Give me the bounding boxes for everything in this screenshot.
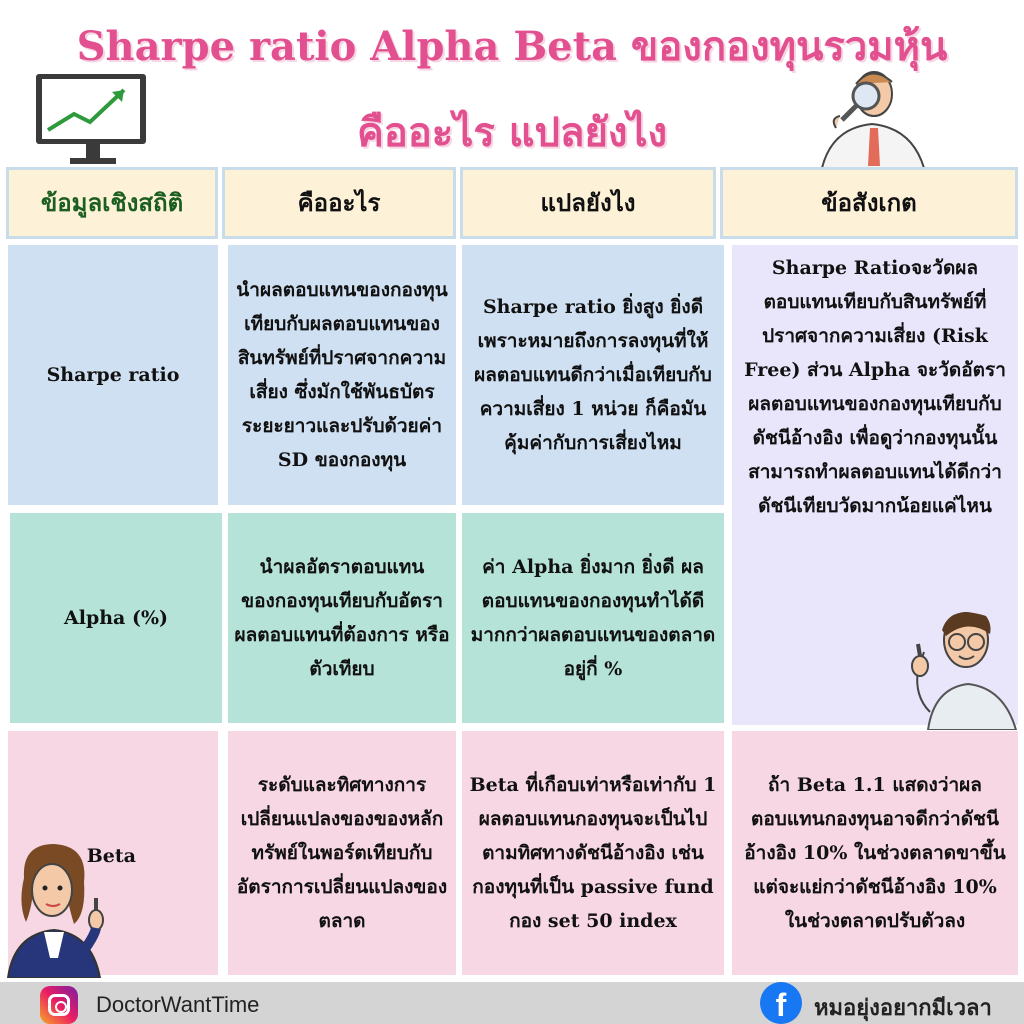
row-label-beta: Beta: [8, 731, 218, 975]
alpha-meaning: ค่า Alpha ยิ่งมาก ยิ่งดี ผลตอบแทนของกองทุนทำได้ดี มากกว่าผลตอบแทนของตลาดอยู่กี่ %: [462, 513, 724, 723]
chart-monitor-icon: [34, 70, 154, 170]
header-stat: ข้อมูลเชิงสถิติ: [6, 167, 218, 239]
magnifier-man-icon: [812, 58, 932, 168]
header-meaning: แปลยังไง: [460, 167, 716, 239]
page-subtitle: คืออะไร แปลยังไง: [356, 109, 668, 156]
beta-what: ระดับและทิศทางการเปลี่ยนแปลงของของหลักทรัพย์ในพอร์ตเทียบกับอัตราการเปลี่ยนแปลงของตลาด: [228, 731, 456, 975]
header-notes: ข้อสังเกต: [720, 167, 1018, 239]
header-what: คืออะไร: [222, 167, 456, 239]
facebook-icon[interactable]: f: [760, 982, 802, 1024]
page-title: Sharpe ratio Alpha Beta ของกองทุนรวมหุ้น: [76, 23, 948, 70]
row-label-alpha: Alpha (%): [10, 513, 222, 723]
notes-sharpe-alpha: Sharpe Ratioจะวัดผลตอบแทนเทียบกับสินทรัพย์ที่ปราศจากความเสี่ยง (Risk Free) ส่วน Alpha จะวัดอัตราผลตอบแทนของกองทุนเทียบกับดัชนีอ้างอิง เพื่อดูว่ากองทุนนั้นสามารถทำผลตอบแทนได้ดีกว่าดัชนีเทียบวัดมากน้อยแค่ไหน: [732, 245, 1018, 635]
beta-meaning: Beta ที่เกือบเท่าหรือเท่ากับ 1 ผลตอบแทนกองทุนจะเป็นไปตามทิศทางดัชนีอ้างอิง เช่น กองทุนที่เป็น passive fund กอง set 50 index: [462, 731, 724, 975]
alpha-what: นำผลอัตราตอบแทนของกองทุนเทียบกับอัตราผลตอบแทนที่ต้องการ หรือตัวเทียบ: [228, 513, 456, 723]
pointing-man-icon: [906, 600, 1022, 730]
sharpe-meaning: Sharpe ratio ยิ่งสูง ยิ่งดี เพราะหมายถึงการลงทุนที่ให้ผลตอบแทนดีกว่าเมื่อเทียบกับความเสี่ยง 1 หน่วย ก็คือมันคุ้มค่ากับการเสี่ยงไหม: [462, 245, 724, 505]
notes-beta: ถ้า Beta 1.1 แสดงว่าผลตอบแทนกองทุนอาจดีกว่าดัชนีอ้างอิง 10% ในช่วงตลาดขาขึ้น แต่จะแย่กว่าดัชนีอ้างอิง 10% ในช่วงตลาดปรับตัวลง: [732, 731, 1018, 975]
facebook-page-name[interactable]: หมอยุ่งอยากมีเวลา: [814, 996, 992, 1021]
instagram-icon[interactable]: [40, 986, 78, 1024]
sharpe-what: นำผลตอบแทนของกองทุนเทียบกับผลตอบแทนของสินทรัพย์ที่ปราศจากความเสี่ยง ซึ่งมักใช้พันธบัตรระยะยาวและปรับด้วยค่า SD ของกองทุน: [228, 245, 456, 505]
row-label-sharpe: Sharpe ratio: [8, 245, 218, 505]
instagram-handle[interactable]: DoctorWantTime: [96, 992, 260, 1017]
woman-icon: [4, 838, 114, 978]
